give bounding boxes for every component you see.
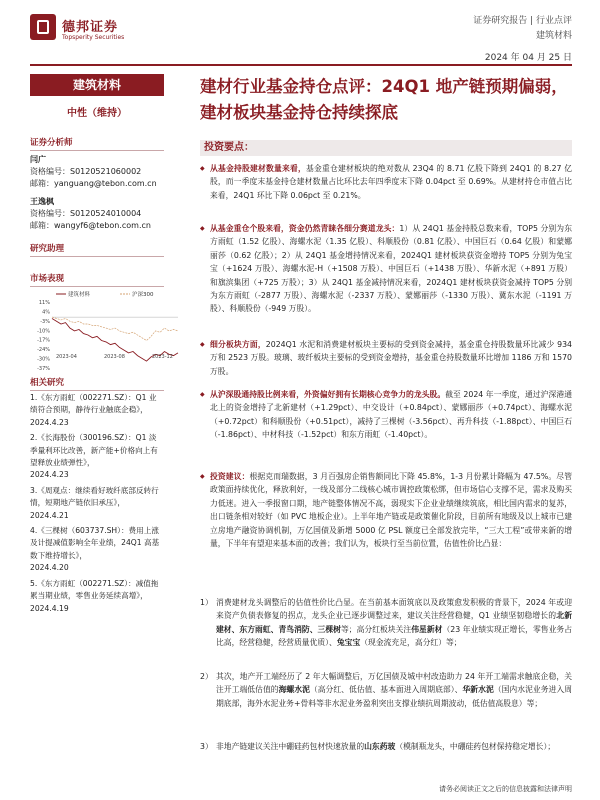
footer-disclaimer: 请务必阅读正文之后的信息披露和法律声明	[439, 785, 572, 793]
advice-sub-3: 3） 非地产链建议关注中硼硅药包材快速放量的山东药玻（模制瓶龙头，中硼硅药包材保持稳定增长）；	[200, 742, 556, 751]
related-item[interactable]: 2.《长海股份（300196.SZ）：Q1 淡季量利环比改善，新产能+价格向上有望释放业绩弹性》， 2024.4.23	[30, 433, 158, 480]
legend-label: 沪深300	[132, 292, 154, 298]
x-tick-label: 2023-04	[56, 354, 77, 360]
point-3: ◆ 细分板块方面，2024Q1 水泥和消费建材板块主要标的受到资金减持，基金重仓持股数量环比减少 934 万和 2523 万股。玻璃、玻纤板块主要标的受到资金增持，基金重仓持股数量环比增加 1186 万和 1570 万股。	[200, 338, 572, 378]
related-heading: 相关研究	[30, 376, 164, 391]
report-industry: 建筑材料	[535, 31, 572, 41]
y-tick-label: 11%	[38, 300, 50, 306]
y-tick-label: 4%	[42, 309, 50, 316]
related-item[interactable]: 5.《东方雨虹（002271.SZ）：减值拖累当期业绩，零售业务延续高增》， 2024.4.19	[30, 578, 159, 613]
sector-label: 建筑材料	[30, 74, 164, 96]
point-2: ◆ 从基金重仓个股来看，资金仍然青睐各细分赛道龙头：1）从 24Q1 基金持股总数来看，TOP5 分别为东方雨虹（1.52 亿股）、海螺水泥（1.35 亿股）、科顺股份（0.81 亿股）、中国巨石（0.64 亿股）和蒙娜丽莎（0.62 亿股）；2）从 24Q1 基金增持情况来看，2024Q1 建材板块获资金增持 TOP5 分别为兔宝宝（+1624 万股）、海螺水泥-H（+1508 万股）、中国巨石（+1438 万股）、华新水泥（+891 万股）和旗滨集团（+725 万股）；3）从 24Q1 基金减持情况来看，2024Q1 建材板块获资金减持 TOP5 分别为东方雨虹（-2877 万股）、海螺水泥（-2337 万股）、蒙娜丽莎（-1330 万股）、冀东水泥（-1191 万股）、科顺股份（-949 万股）。	[200, 222, 572, 316]
point-1: ◆ 从基金持股建材数量来看，基金重仓建材板块的绝对数从 23Q4 的 8.71 亿股下降到 24Q1 的 8.27 亿股，而一季度末基金持仓建材数量占比环比去年四季度末下降 0.04pct 至 0.69%。从建材持仓市值占比来看，24Q1 环比下降 0.06pct 至 0.21%。	[200, 162, 572, 202]
point-5-investment-advice: ◆ 投资建议：根据克而瑞数据，3 月百强房企销售额同比下降 45.8%，1-3 月份累计降幅为 47.5%。尽管政策面持续优化，释放利好，一线及部分二线核心城市调控政策松绑，但市场信心支撑不足，需求及购买力低迷。进入一季报窗口期，地产链整体情况不高，弱现实下企业业绩继续筑底，相比国内需求的复苏，出口链条相对较好（如 PVC 地板企业）。上半年地产链或是政策催化阶段，目前所有地级及以上城市已建立房地产融资协调机制，万亿国债及新增 5000 亿 PSL 额度已全部发放完毕，“三大工程”或带来新的增量，下半年有望迎来基本面的改善；我们认为，板块行至当前位置，估值性价比凸显：	[200, 470, 572, 550]
logo-mark-icon	[30, 14, 56, 40]
advice-sub-2: 2） 其次，地产开工端经历了 2 年大幅调整后，万亿国债及城中村改造助力 24 年开工端需求触底企稳，关注开工端低估值的海螺水泥（高分红、低估值、基本面进入周期底部）、华新水泥（国内水泥业务进入周期底部，海外水泥业务+骨料等非水泥业务盈利突出支撑业绩抗周期波动，低估值高股息）等；	[200, 672, 572, 708]
analyst-email[interactable]: 邮箱：yanguang@tebon.com.cn	[30, 179, 157, 188]
y-tick-label: -10%	[37, 328, 50, 335]
y-tick-label: -24%	[37, 347, 50, 354]
y-tick-label: -37%	[37, 366, 50, 372]
analyst-name: 王逸枫	[30, 197, 54, 206]
point-4: ◆ 从沪深股通持股比例来看，外资偏好拥有长期核心竞争力的龙头股。截至 2024 年一季度，通过沪深港通北上的资金增持了北新建材（+1.29pct）、中交设计（+0.84pct）、蒙娜丽莎（+0.74pct）、海螺水泥（+0.72pct）和科顺股份（+0.51pct），减持了三棵树（-3.56pct）、再升科技（-1.88pct）、中国巨石（-1.86pct）、中材科技（-1.52pct）和东方雨虹（-1.40pct）。	[200, 388, 572, 442]
related-item[interactable]: 1.《东方雨虹（002271.SZ）：Q1 业绩符合预期，静待行业触底企稳》， 2024.4.23	[30, 393, 157, 427]
y-tick-label: -3%	[40, 318, 50, 325]
assistant-heading: 研究助理	[30, 242, 164, 257]
analyst-cert: 资格编号：S0120524010004	[30, 209, 142, 218]
market-performance-chart	[30, 288, 180, 378]
analyst-block-1	[30, 154, 200, 190]
advice-sub-1: 1） 消费建材龙头调整后的估值性价比凸显。在当前基本面筑底以及政策愈发积极的背景下，2024 年或迎来资产负债表修复的拐点，龙头企业已逐步调整过来，建议关注经营稳健，Q1 业绩坚韧稳增长的北新建材、东方雨虹、青鸟消防、三棵树等；高分红板块关注伟星新材（23 年业绩实现正增长，零售业务占比高，经营稳健，经营质量优质）、兔宝宝（现金流充足，高分红）等；	[200, 598, 573, 648]
related-item[interactable]: 3.《周观点：继续看好玻纤底部反转行情，短期地产链依旧承压》， 2024.4.21	[30, 485, 159, 520]
company-logo	[30, 14, 180, 50]
logo-cn: 德邦证券	[62, 20, 119, 35]
report-title: 建材行业基金持仓点评：24Q1 地产链预期偏弱，建材板块基金持仓持续探底	[200, 77, 568, 122]
related-list	[30, 392, 164, 618]
report-date: 2024 年 04 月 25 日	[484, 53, 572, 63]
related-item[interactable]: 4.《三棵树（603737.SH）：费用上涨及计提减值影响全年业绩，24Q1 高基数下维持增长》， 2024.4.20	[30, 526, 160, 573]
points-heading: 投资要点：	[200, 140, 572, 156]
analyst-heading: 证券分析师	[30, 136, 164, 151]
legend-label: 建筑材料	[68, 292, 91, 298]
analyst-email[interactable]: 邮箱：wangyf6@tebon.com.cn	[30, 221, 151, 230]
rating-label: 中性（维持）	[67, 108, 127, 119]
y-tick-label: -17%	[37, 337, 50, 344]
header-divider	[30, 64, 572, 66]
analyst-block-2	[30, 196, 200, 232]
logo-en: Topsperity Securities	[62, 34, 125, 41]
report-type: 证券研究报告 | 行业点评 建筑材料	[473, 14, 572, 44]
x-tick-label: 2023-12	[152, 354, 173, 360]
market-heading: 市场表现	[30, 272, 164, 287]
y-tick-label: -30%	[37, 356, 50, 363]
analyst-name: 闫广	[30, 155, 46, 164]
analyst-cert: 资格编号：S0120521060002	[30, 167, 142, 176]
x-tick-label: 2023-08	[104, 354, 125, 360]
